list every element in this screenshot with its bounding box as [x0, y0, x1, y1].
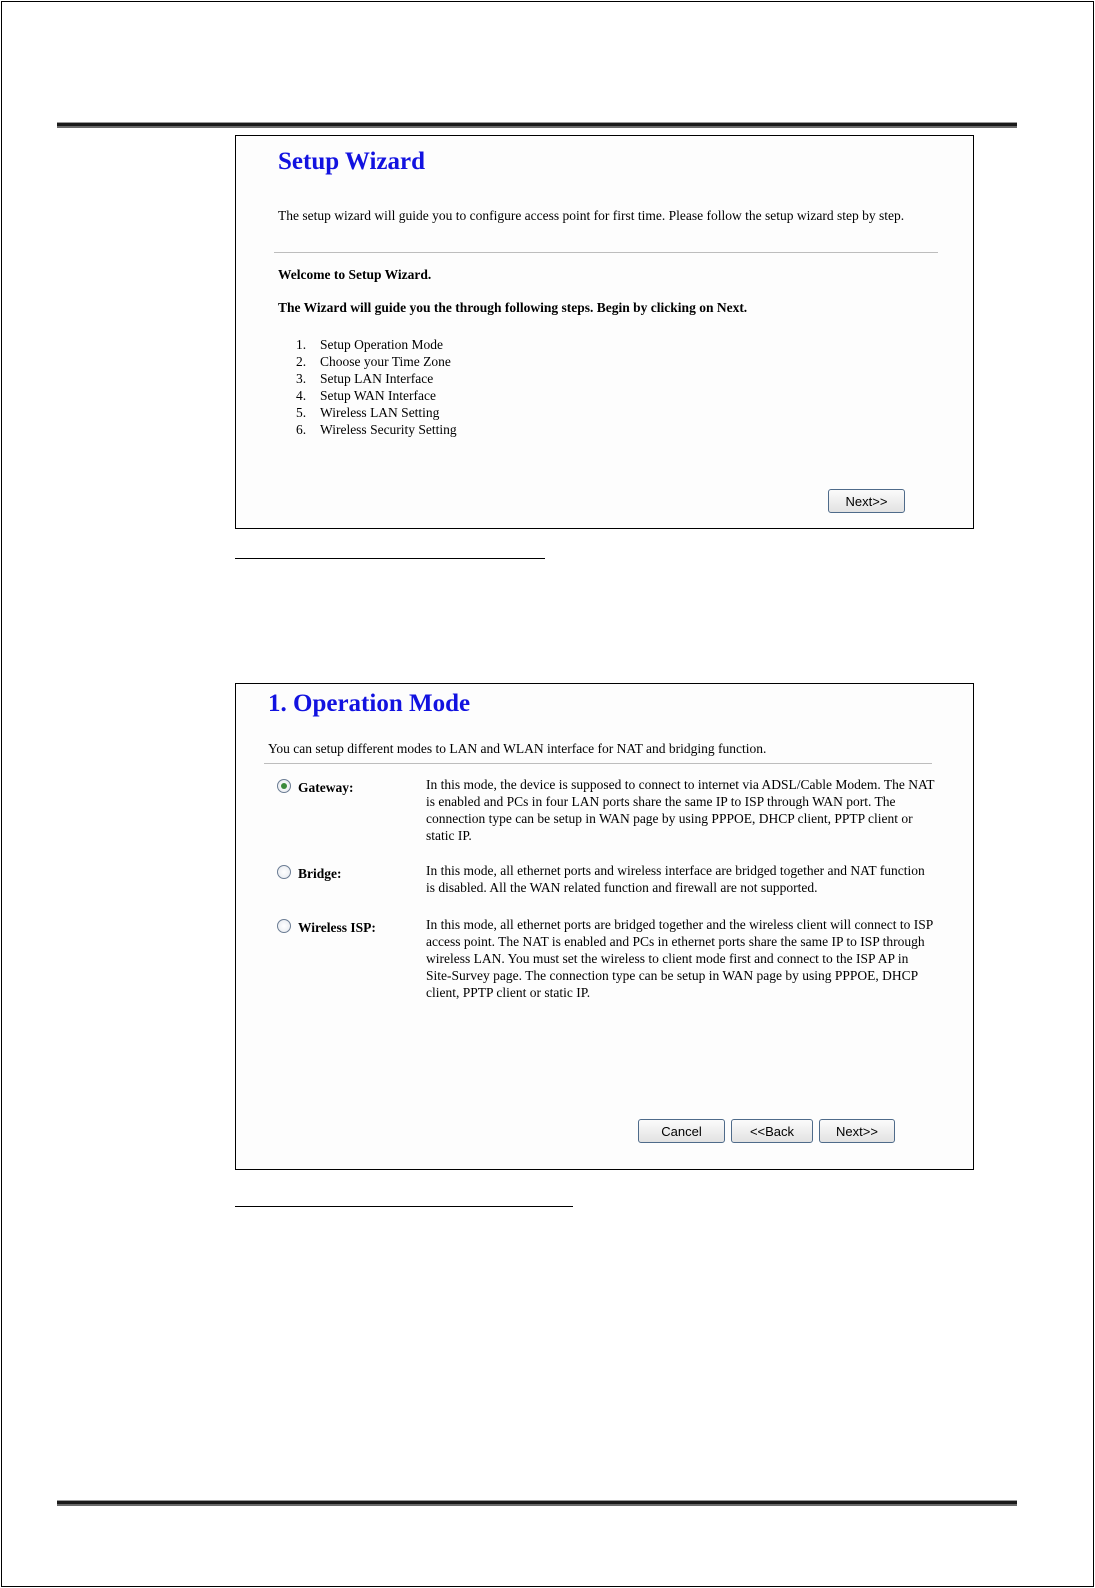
operation-mode-title: 1. Operation Mode — [268, 690, 471, 717]
cancel-button[interactable]: Cancel — [638, 1119, 725, 1143]
gateway-label: Gateway: — [298, 780, 354, 795]
wizard-step: 1. Setup Operation Mode — [296, 337, 443, 352]
caption-underline — [235, 1206, 573, 1207]
operation-mode-divider — [264, 763, 932, 764]
setup-wizard-panel — [235, 135, 974, 529]
wizard-step: 4. Setup WAN Interface — [296, 388, 436, 403]
wizard-step: 5. Wireless LAN Setting — [296, 405, 440, 420]
wizard-guide: The Wizard will guide you the through following steps. Begin by clicking on Next. — [278, 300, 748, 315]
wizard-step: 2. Choose your Time Zone — [296, 354, 451, 369]
gateway-radio[interactable] — [277, 779, 291, 793]
wizard-welcome: Welcome to Setup Wizard. — [278, 267, 432, 282]
wireless-isp-label: Wireless ISP: — [298, 920, 376, 935]
wizard-step: 3. Setup LAN Interface — [296, 371, 434, 386]
back-button[interactable]: <<Back — [731, 1119, 813, 1143]
wireless-isp-radio[interactable] — [277, 919, 291, 933]
wizard-steps-list — [296, 336, 457, 438]
caption-underline — [235, 558, 545, 559]
gateway-description: In this mode, the device is supposed to connect to internet via ADSL/Cable Modem. The NAT is enabled and PCs in four LAN ports share the same IP to ISP through WAN port. The connection type can be setup in WAN page by using PPPOE, DHCP client, PPTP client or static IP. — [426, 777, 935, 843]
next-button[interactable]: Next>> — [819, 1119, 895, 1143]
wizard-intro: The setup wizard will guide you to configure access point for first time. Please follow the setup wizard step by step. — [278, 208, 905, 223]
wireless-isp-description: In this mode, all ethernet ports are bridged together and the wireless client will connect to ISP access point. The NAT is enabled and PCs in ethernet ports share the same IP to ISP through wireless LAN. You must set the wireless to client mode first and connect to the ISP AP in Site-Survey page. The connection type can be setup in WAN page by using PPPOE, DHCP client, PPTP client or static IP. — [426, 917, 933, 1000]
wizard-title: Setup Wizard — [278, 148, 426, 175]
footer-rule — [57, 1500, 1017, 1506]
bridge-label: Bridge: — [298, 866, 342, 881]
wizard-divider — [274, 252, 938, 253]
wizard-next-button[interactable]: Next>> — [828, 489, 905, 513]
header-rule — [57, 122, 1017, 128]
operation-mode-panel — [235, 683, 974, 1170]
wizard-step: 6. Wireless Security Setting — [296, 422, 457, 437]
operation-mode-intro: You can setup different modes to LAN and WLAN interface for NAT and bridging function. — [268, 741, 767, 756]
bridge-description: In this mode, all ethernet ports and wireless interface are bridged together and NAT function is disabled. All the WAN related function and firewall are not supported. — [426, 863, 925, 895]
bridge-radio[interactable] — [277, 865, 291, 879]
